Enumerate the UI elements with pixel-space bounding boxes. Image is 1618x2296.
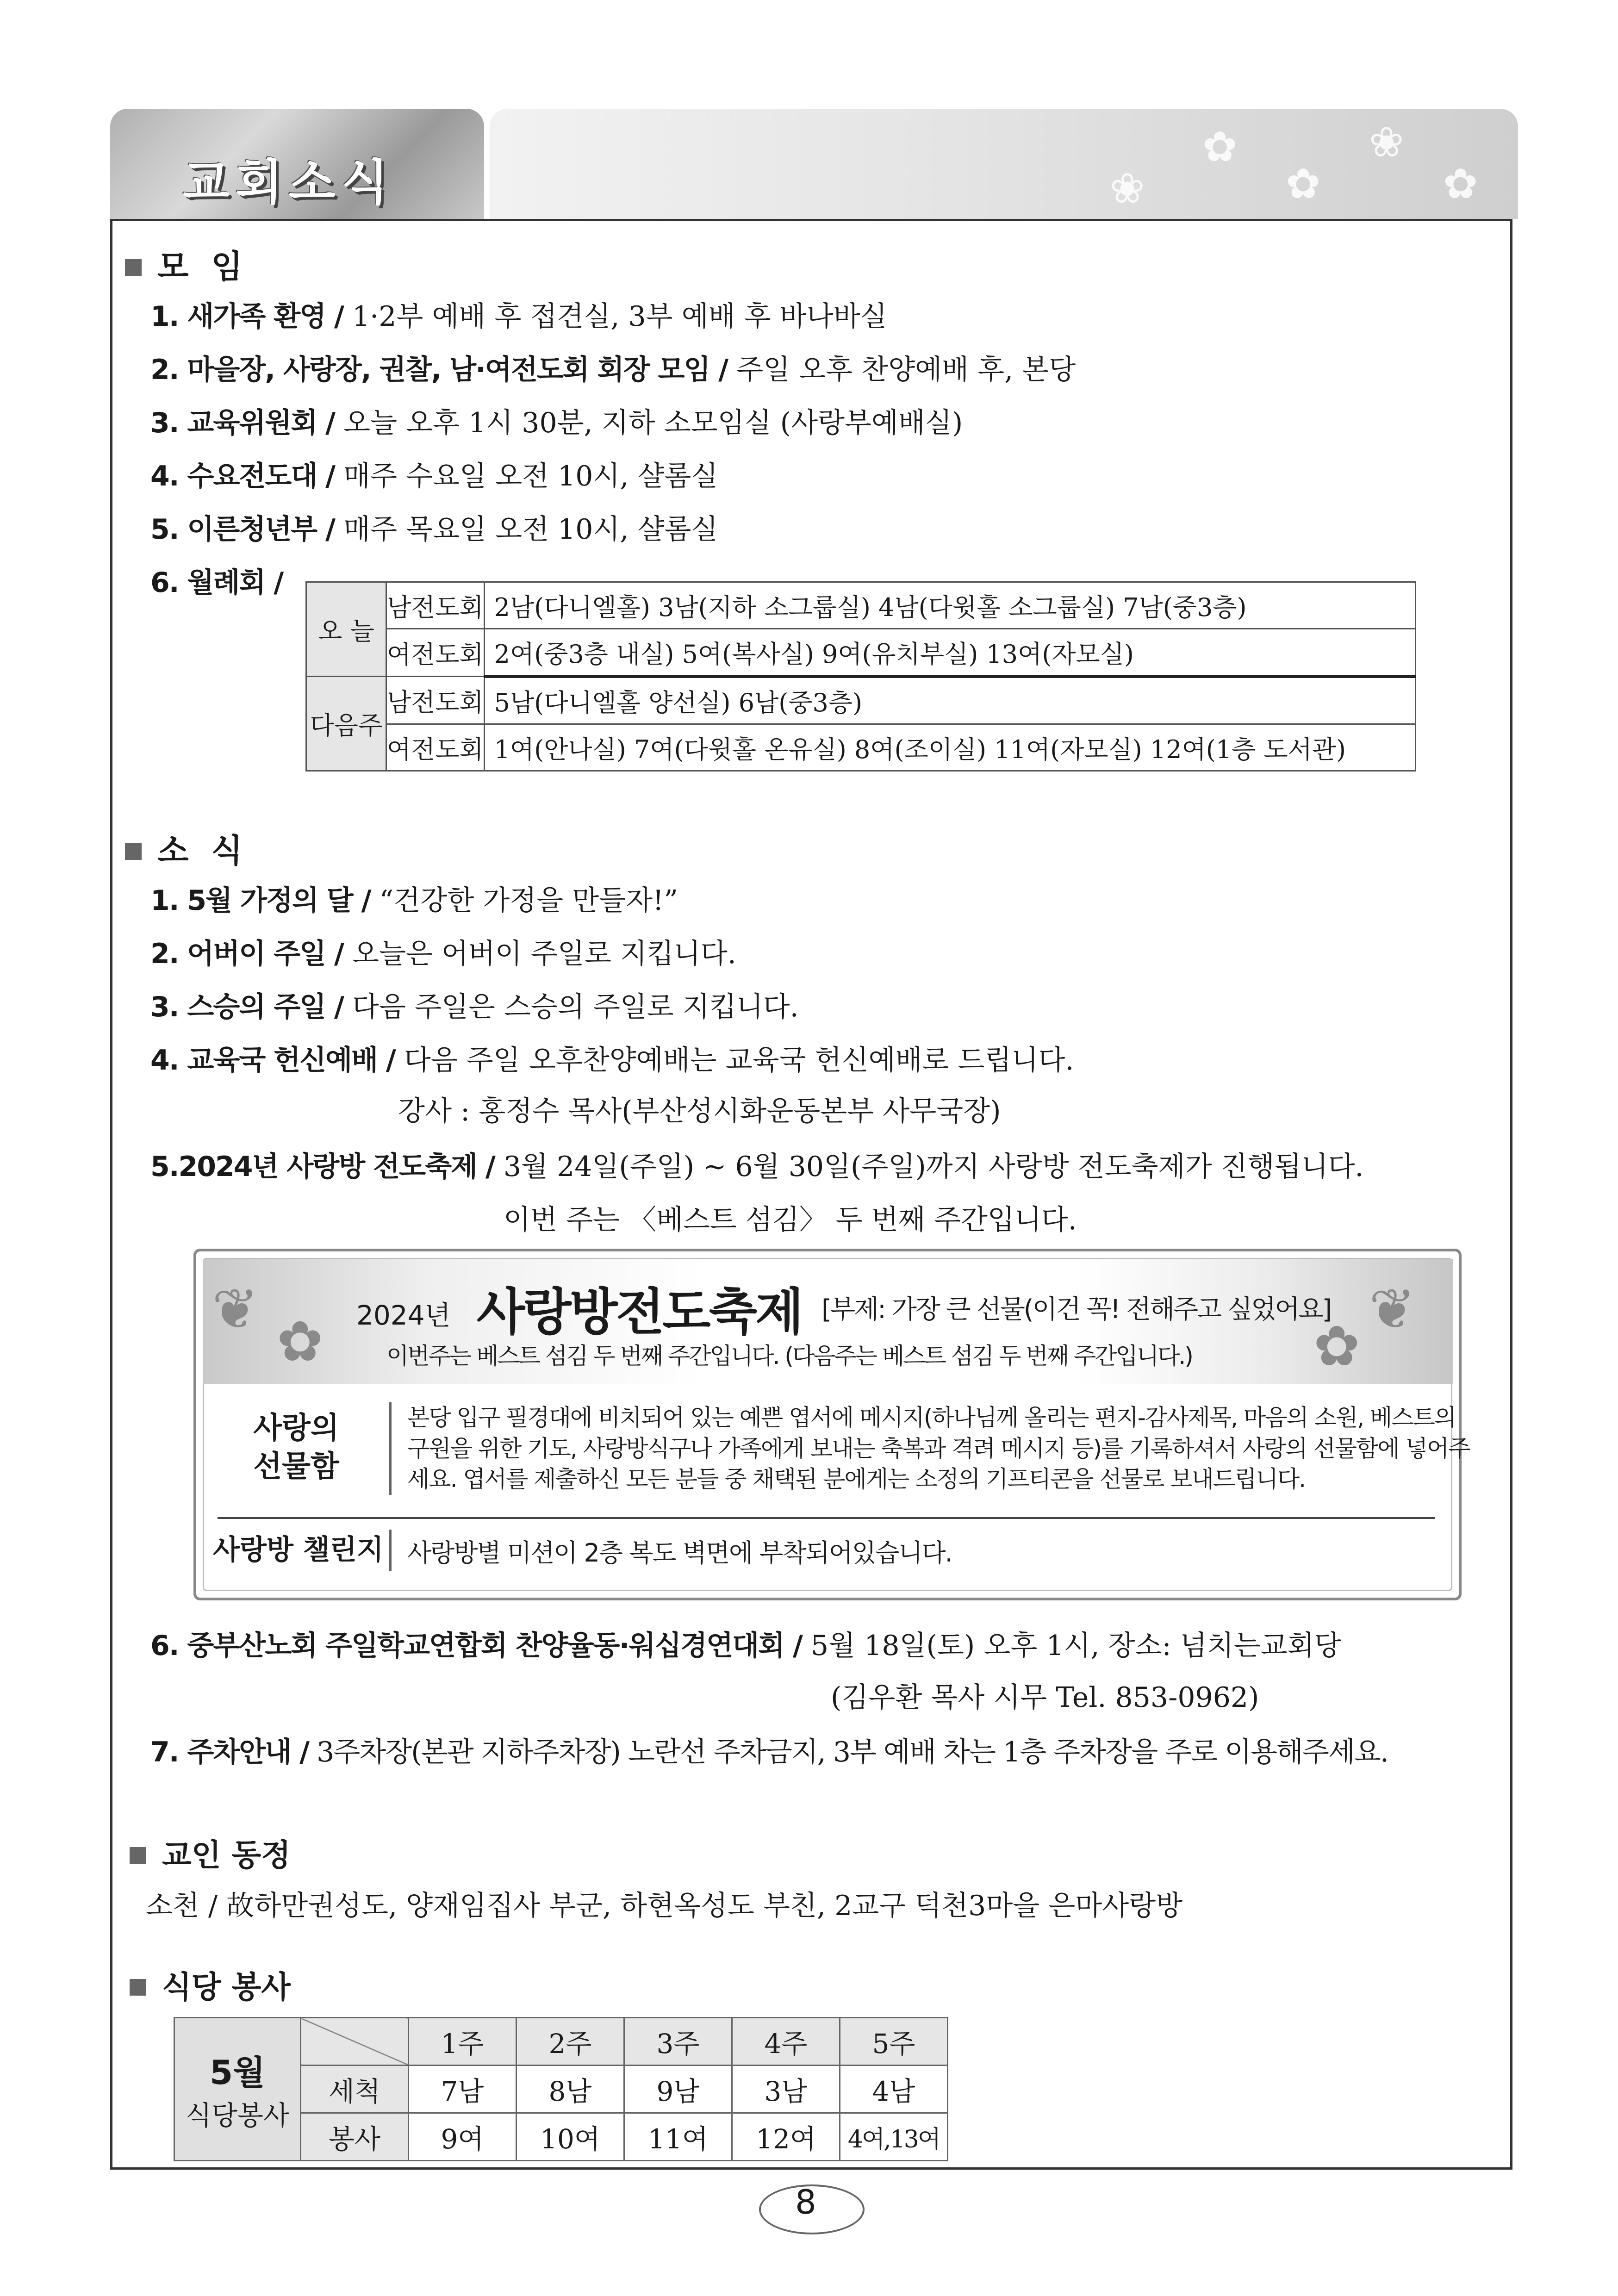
flower-icon: ✿ — [1313, 1314, 1360, 1379]
news-item: 1. 5월 가정의 달 / “건강한 가정을 만들자!” — [150, 884, 678, 917]
leaf-icon: ❦ — [212, 1277, 259, 1342]
page-title: 교회소식 — [183, 154, 395, 211]
divider — [389, 1530, 392, 1571]
table-cell: 1여(안나실) 7여(다윗홀 온유실) 8여(조이실) 11여(자모실) 12여(1층 도서관) — [484, 724, 1415, 771]
section-heading-meetings: 모 임 — [125, 241, 243, 287]
table-header-cell: 4주 — [732, 2018, 840, 2066]
gift-box-text: 본당 입구 필경대에 비치되어 있는 예쁜 엽서에 메시지(하나님께 올리는 편지-감사제목, 마음의 소원, 베스트의 구원을 위한 기도, 사랑방식구나 가족에게 보내는 축복과 격려 메시지 등)를 기록하셔서 사랑의 선물함에 넣어주 세요. 엽서를 제출하신 모든 분들 중 채택된 분에게는 소정의 기프티콘을 선물로 보내드립니다. — [407, 1404, 1470, 1493]
divider — [218, 1517, 1435, 1519]
meeting-item: 2. 마을장, 사랑장, 권찰, 남·여전도회 회장 모임 / 주일 오후 찬양예배 후, 본당 — [150, 354, 1076, 386]
group-label: 오 늘 — [306, 582, 386, 677]
flower-icon: ✿ — [1286, 160, 1321, 208]
monthly-meeting-table — [305, 581, 1416, 772]
news-item-continuation: 강사 : 홍정수 목사(부산성시화운동본부 사무국장) — [398, 1095, 1001, 1127]
table-header-cell: 3주 — [624, 2018, 732, 2066]
festival-year: 2024년 — [356, 1300, 451, 1331]
members-text: 소천 / 故하만권성도, 양재임집사 부군, 하현옥성도 부친, 2교구 덕천3마을 은마사랑방 — [146, 1890, 1183, 1922]
table-cell: 3남 — [732, 2066, 840, 2113]
table-cell: 4여,13여 — [840, 2113, 948, 2161]
news-item: 5.2024년 사랑방 전도축제 / 3월 24일(주일) ~ 6월 30일(주일)까지 사랑방 전도축제가 진행됩니다. — [150, 1151, 1364, 1183]
table-cell: 여전도회 — [386, 724, 485, 771]
header-decoration — [490, 109, 1518, 219]
table-cell: 12여 — [732, 2113, 840, 2161]
leaf-icon: ❦ — [1369, 1277, 1416, 1342]
table-row — [306, 724, 1416, 771]
section-heading-members: 교인 동정 — [130, 1830, 291, 1874]
table-row — [174, 2018, 948, 2066]
challenge-label: 사랑방 챌린지 — [213, 1534, 384, 1566]
table-cell: 11여 — [624, 2113, 732, 2161]
group-label: 다음주 — [306, 677, 386, 771]
flower-icon: ❀ — [1110, 164, 1145, 213]
square-bullet-icon — [130, 1847, 146, 1864]
table-row — [306, 582, 1416, 629]
gift-box-label: 사랑의 선물함 — [253, 1411, 339, 1484]
festival-subtitle: [부제: 가장 큰 선물(이건 꼭! 전해주고 싶었어요] — [821, 1294, 1331, 1325]
table-cell: 5남(다니엘홀 양선실) 6남(중3층) — [484, 677, 1415, 724]
festival-week-note: 이번주는 베스트 섬김 두 번째 주간입니다. (다음주는 베스트 섬김 두 번째 주간입니다.) — [386, 1343, 1192, 1369]
table-row — [306, 677, 1416, 724]
news-item-continuation: 이번 주는 〈베스트 섬김〉 두 번째 주간입니다. — [504, 1204, 1077, 1236]
flower-icon: ✿ — [1202, 123, 1238, 171]
meeting-item: 6. 월례회 / — [150, 566, 283, 599]
square-bullet-icon — [130, 1979, 146, 1996]
square-bullet-icon — [125, 843, 142, 860]
table-cell: 4남 — [840, 2066, 948, 2113]
table-cell: 9여 — [409, 2113, 517, 2161]
divider — [389, 1402, 392, 1495]
table-cell: 2남(다니엘홀) 3남(지하 소그룹실) 4남(다윗홀 소그룹실) 7남(중3층) — [484, 582, 1415, 629]
section-heading-dining: 식당 봉사 — [130, 1962, 291, 2006]
table-header-cell: 2주 — [517, 2018, 624, 2066]
table-cell: 남전도회 — [386, 582, 485, 629]
meeting-item: 1. 새가족 환영 / 1·2부 예배 후 접견실, 3부 예배 후 바나바실 — [150, 300, 887, 333]
table-cell: 여전도회 — [386, 629, 485, 677]
square-bullet-icon — [125, 259, 142, 276]
meeting-item: 4. 수요전도대 / 매주 수요일 오전 10시, 샬롬실 — [150, 460, 718, 492]
challenge-text: 사랑방별 미션이 2층 복도 벽면에 부착되어있습니다. — [407, 1538, 952, 1568]
table-cell: 10여 — [517, 2113, 624, 2161]
flower-icon: ✿ — [277, 1310, 324, 1374]
section-heading-news: 소 식 — [125, 825, 243, 871]
table-header-cell: 5주 — [840, 2018, 948, 2066]
flower-icon: ✿ — [1443, 160, 1478, 208]
meeting-item: 5. 이른청년부 / 매주 목요일 오전 10시, 샬롬실 — [150, 513, 718, 546]
news-item: 3. 스승의 주일 / 다음 주일은 스승의 주일로 지킵니다. — [150, 991, 799, 1023]
table-cell: 남전도회 — [386, 677, 485, 724]
flower-icon: ❀ — [1369, 118, 1404, 167]
table-cell: 7남 — [409, 2066, 517, 2113]
dining-month-label: 5월 식당봉사 — [174, 2018, 301, 2161]
table-row — [306, 629, 1416, 677]
news-item: 7. 주차안내 / 3주차장(본관 지하주차장) 노란선 주차금지, 3부 예배 차는 1층 주차장을 주로 이용해주세요. — [150, 1736, 1388, 1768]
table-cell: 2여(중3층 내실) 5여(복사실) 9여(유치부실) 13여(자모실) — [484, 629, 1415, 677]
meeting-item: 3. 교육위원회 / 오늘 오후 1시 30분, 지하 소모임실 (사랑부예배실) — [150, 407, 963, 439]
page-number: 8 — [795, 2183, 816, 2221]
diagonal-header-cell — [301, 2018, 409, 2066]
news-item: 6. 중부산노회 주일학교연합회 찬양율동·워십경연대회 / 5월 18일(토) 오후 1시, 장소: 넘치는교회당 — [150, 1630, 1341, 1662]
festival-title: 사랑방전도축제 — [477, 1283, 802, 1341]
table-cell: 8남 — [517, 2066, 624, 2113]
news-item: 4. 교육국 헌신예배 / 다음 주일 오후찬양예배는 교육국 헌신예배로 드립니다. — [150, 1044, 1074, 1076]
table-cell: 세척 — [301, 2066, 409, 2113]
news-item-continuation: (김우환 목사 시무 Tel. 853-0962) — [831, 1681, 1259, 1714]
table-cell: 봉사 — [301, 2113, 409, 2161]
table-cell: 9남 — [624, 2066, 732, 2113]
news-item: 2. 어버이 주일 / 오늘은 어버이 주일로 지킵니다. — [150, 938, 736, 970]
table-header-cell: 1주 — [409, 2018, 517, 2066]
dining-service-table — [174, 2017, 948, 2161]
